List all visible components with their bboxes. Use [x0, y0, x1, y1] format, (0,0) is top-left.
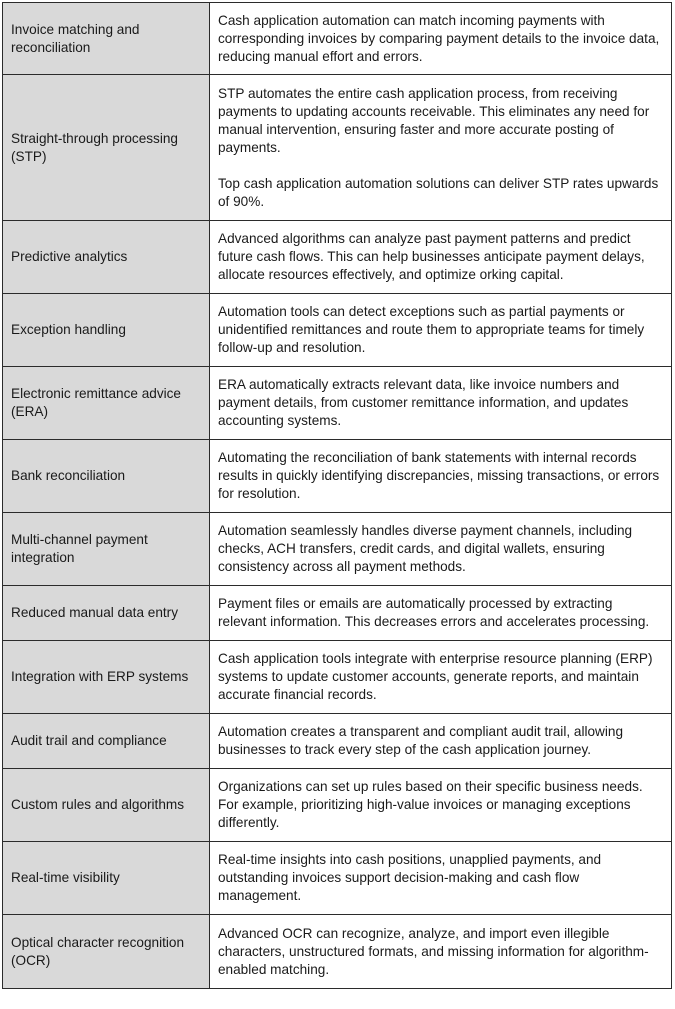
description-paragraph: Cash application tools integrate with enterprise resource planning (ERP) systems to update customer accounts, generate reports, and maintain accurate financial records.: [218, 651, 653, 702]
table-row: [3, 641, 672, 714]
description-paragraph: Real-time insights into cash positions, unapplied payments, and outstanding invoices support decision-making and cash flow management.: [218, 852, 602, 903]
feature-name: Electronic remittance advice (ERA): [3, 367, 210, 440]
table-row: [3, 75, 672, 221]
feature-description: [210, 641, 672, 714]
feature-name: Predictive analytics: [3, 221, 210, 294]
description-paragraph: Advanced OCR can recognize, analyze, and import even illegible characters, unstructured formats, and missing information for algorithm-enabled matching.: [218, 925, 649, 977]
feature-name: Integration with ERP systems: [3, 641, 210, 714]
table-row: [3, 915, 672, 989]
description-paragraph: Advanced algorithms can analyze past payment patterns and predict future cash flows. This can help businesses anticipate payment delays, allocate resources effectively, and optimize orking capital.: [218, 231, 645, 282]
table-row: [3, 714, 672, 769]
feature-name: Exception handling: [3, 294, 210, 367]
description-paragraph: Automation tools can detect exceptions such as partial payments or unidentified remittances and route them to appropriate teams for timely follow-up and resolution.: [218, 304, 645, 355]
table-row: [3, 440, 672, 513]
features-table: [2, 2, 672, 989]
description-paragraph: Automation seamlessly handles diverse payment channels, including checks, ACH transfers, credit cards, and digital wallets, ensuring consistency across all payment methods.: [218, 523, 633, 574]
feature-description: [210, 586, 672, 641]
table-row: [3, 769, 672, 842]
feature-name: Straight-through processing (STP): [3, 75, 210, 221]
table-row: [3, 294, 672, 367]
feature-name: Multi-channel payment integration: [3, 513, 210, 586]
table-row: [3, 842, 672, 915]
description-paragraph: Automation creates a transparent and compliant audit trail, allowing businesses to track every step of the cash application journey.: [218, 724, 624, 757]
feature-description: [210, 3, 672, 75]
table-row: [3, 513, 672, 586]
feature-name: Reduced manual data entry: [3, 586, 210, 641]
feature-name: Optical character recognition (OCR): [3, 915, 210, 989]
feature-description: [210, 294, 672, 367]
table-row: [3, 586, 672, 641]
feature-name: Custom rules and algorithms: [3, 769, 210, 842]
feature-description: [210, 513, 672, 586]
feature-name: Invoice matching and reconciliation: [3, 3, 210, 75]
table-row: [3, 3, 672, 75]
description-paragraph: Automating the reconciliation of bank statements with internal records results in quickly identifying discrepancies, missing transactions, or errors for resolution.: [218, 450, 660, 501]
feature-description: [210, 221, 672, 294]
feature-name: Bank reconciliation: [3, 440, 210, 513]
description-paragraph: Organizations can set up rules based on their specific business needs. For example, prioritizing high-value invoices or managing exceptions differently.: [218, 779, 643, 830]
feature-description: [210, 440, 672, 513]
table-row: [3, 221, 672, 294]
feature-description: [210, 75, 672, 221]
feature-name: Audit trail and compliance: [3, 714, 210, 769]
feature-description: [210, 842, 672, 915]
feature-description: [210, 769, 672, 842]
table-row: [3, 367, 672, 440]
description-paragraph: Top cash application automation solutions can deliver STP rates upwards of 90%.: [218, 175, 659, 209]
feature-name: Real-time visibility: [3, 842, 210, 915]
feature-description: [210, 367, 672, 440]
description-paragraph: Payment files or emails are automatically processed by extracting relevant information. This decreases errors and accelerates processing.: [218, 596, 650, 629]
feature-description: [210, 915, 672, 989]
feature-description: [210, 714, 672, 769]
description-paragraph: Cash application automation can match incoming payments with corresponding invoices by comparing payment details to the invoice data, reducing manual effort and errors.: [218, 12, 660, 64]
description-paragraph: ERA automatically extracts relevant data, like invoice numbers and payment details, from customer remittance information, and updates accounting systems.: [218, 377, 629, 428]
description-paragraph: STP automates the entire cash application process, from receiving payments to updating accounts receivable. This eliminates any need for manual intervention, ensuring faster and more accurate posting of payments.: [218, 85, 650, 155]
